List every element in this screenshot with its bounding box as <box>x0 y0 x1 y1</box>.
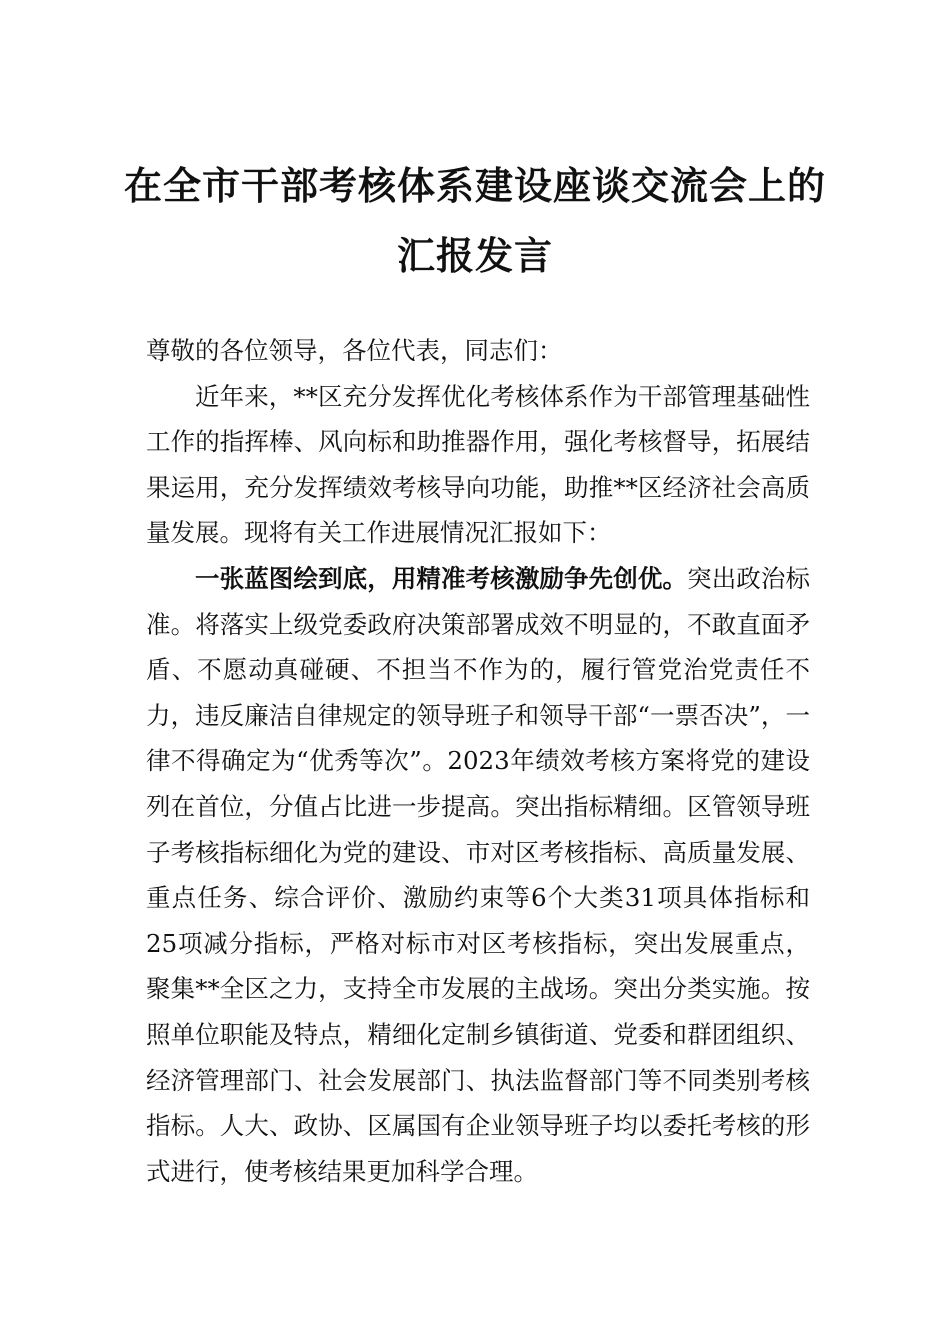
document-title-line-1: 在全市干部考核体系建设座谈交流会上的 <box>123 164 826 208</box>
paragraph-section-1 <box>146 556 810 1194</box>
salutation: 尊敬的各位领导，各位代表，同志们： <box>146 336 563 365</box>
paragraph-intro: 近年来，**区充分发挥优化考核体系作为干部管理基础性工作的指挥棒、风向标和助推器作用，强化考核督导，拓展结果运用，充分发挥绩效考核导向功能，助推**区经济社会高质量发展。现将有关工作进展情况汇报如下： <box>146 381 810 548</box>
section-1-heading: 一张蓝图绘到底，用精准考核激励争先创优。 <box>195 563 688 593</box>
section-1-text: 突出政治标准。将落实上级党委政府决策部署成效不明显的，不敢直面矛盾、不愿动真碰硬、不担当不作为的，履行管党治党责任不力，违反廉洁自律规定的领导班子和领导干部“一票否决”，一律不得确定为“优秀等次”。2023年绩效考核方案将党的建设列在首位，分值占比进一步提高。突出指标精细。区管领导班子考核指标细化为党的建设、市对区考核指标、高质量发展、重点任务、综合评价、激励约束等6个大类31项具体指标和25项减分指标，严格对标市对区考核指标，突出发展重点，聚集**全区之力，支持全市发展的主战场。突出分类实施。按照单位职能及特点，精细化定制乡镇街道、党委和群团组织、经济管理部门、社会发展部门、执法监督部门等不同类别考核指标。人大、政协、区属国有企业领导班子均以委托考核的形式进行，使考核结果更加科学合理。 <box>146 563 811 1186</box>
document-body <box>146 328 810 1194</box>
document-title-line-2: 汇报发言 <box>396 234 553 278</box>
